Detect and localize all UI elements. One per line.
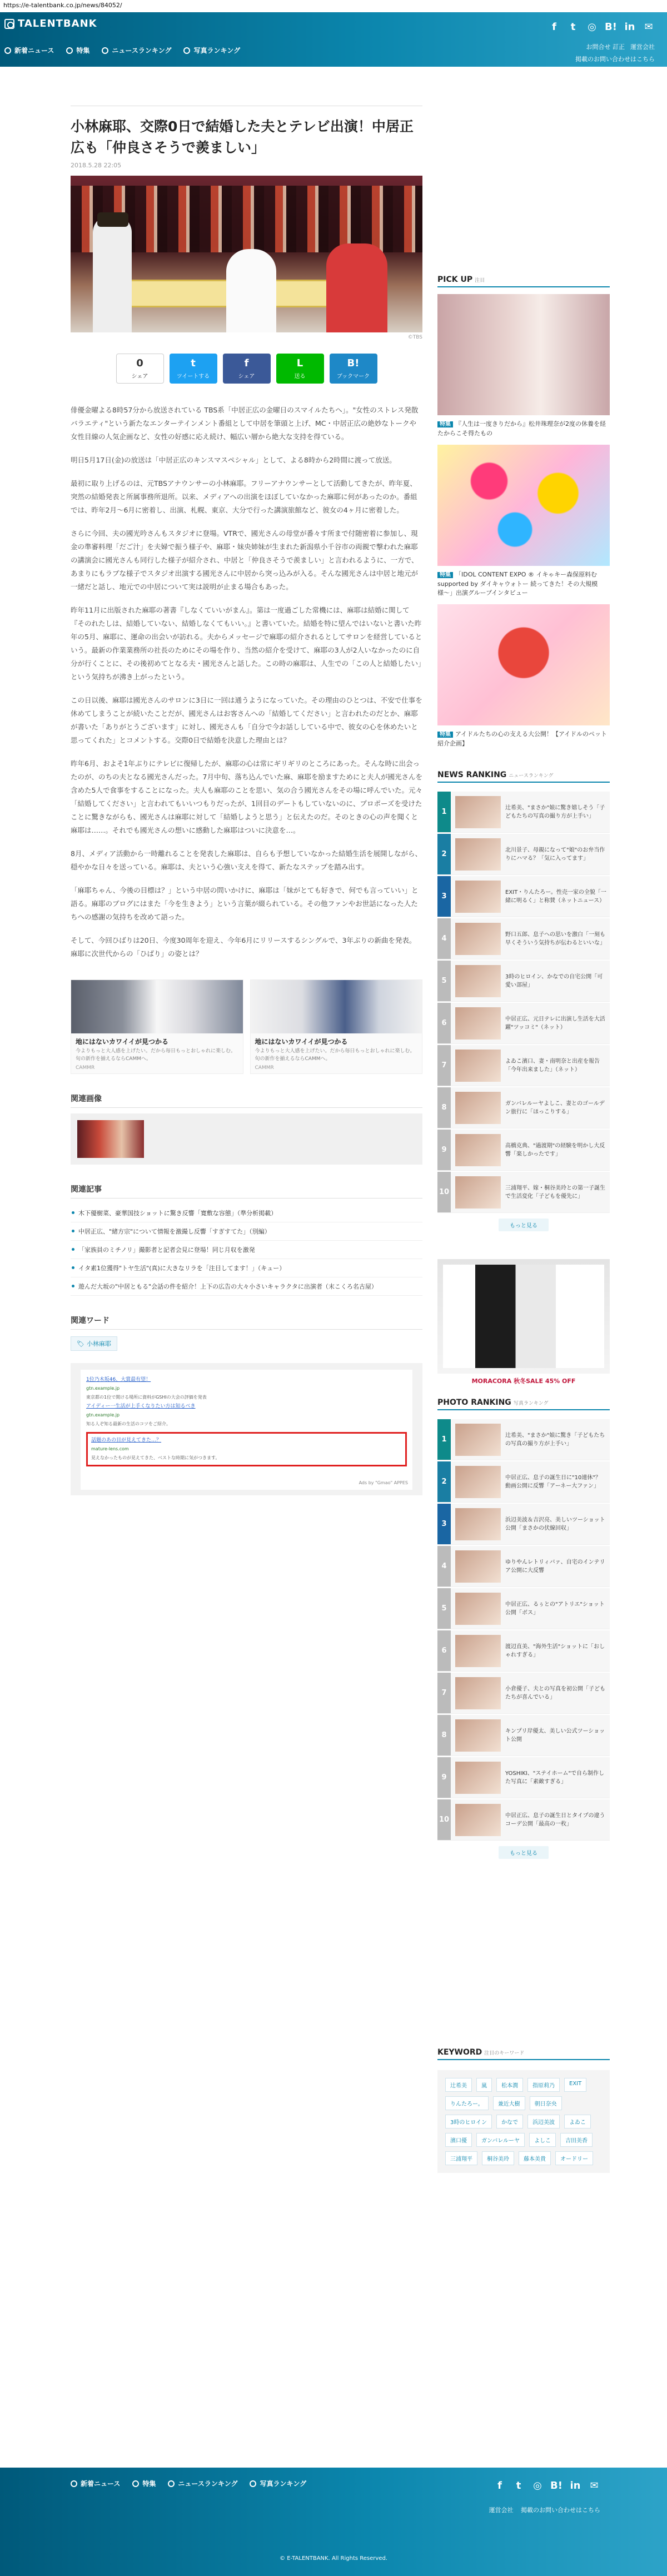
ranking-item[interactable]: 6 中居正広、元日テレに出演し生活を大活躍"ツッコミ"（ネット） — [437, 1003, 610, 1044]
clock-icon — [4, 47, 11, 54]
related-images — [71, 1113, 422, 1165]
nav-photo-ranking[interactable]: 写真ランキング — [183, 46, 240, 55]
linkedin-icon[interactable]: in — [624, 21, 635, 33]
ad-attribution: Ads by "Gmao" APPES — [359, 1480, 408, 1485]
keyword-tag[interactable]: ガンバレルーヤ — [476, 2133, 525, 2147]
photo-ranking-item[interactable]: 10 中居正広、息子の誕生日とタイプの違うコーデ公開「最高の一枚」 — [437, 1799, 610, 1841]
keyword-tag[interactable]: 🏷 小林麻耶 — [71, 1336, 117, 1351]
related-article-link[interactable]: 遊んだ大坂の"中居ともる"会話の件を紹介！上下の広告の大々小さいキャラクタに出演者（末こくろ名古屋） — [71, 1277, 422, 1296]
linkedin-icon[interactable]: in — [570, 2480, 581, 2492]
news-ranking-heading: NEWS RANKING ニュースランキング — [437, 770, 610, 783]
pickup-item[interactable]: 特集 「IDOL CONTENT EXPO ® イキゃキー森保原料むsupported by ダイキャウォトー 続ってきた！その大規模様〜」出演グループインタビュー — [437, 445, 610, 598]
related-images-heading: 関連画像 — [71, 1093, 422, 1108]
article-paragraph: 「麻耶ちゃん、今後の目標は？」という中居の問いかけに、麻耶は「妹がとても好きで、何でも言っていい」と語る。麻耶のブログにはまた「今を生きよう」という言葉が綴られている。その他ファンやお世話になった人たちへの感謝の気持ちを改めて語った。 — [71, 886, 419, 921]
photo-ranking-item[interactable]: 3 浜辺美波＆吉沢亮、美しいツーショット公開「まさかの伏線回収」 — [437, 1504, 610, 1545]
related-article-link[interactable]: イタ素1位獲得"トヤ生活"(真)に大きなリラを「注目してます！」（キュー） — [71, 1259, 422, 1277]
ranking-item[interactable]: 7 よゐこ濱口、妻・南明奈と出産を報告「今年出来ました」（ネット） — [437, 1045, 610, 1086]
ranking-item[interactable]: 4 野口五郎、息子への思いを激白「一刻も早くそういう気持ちが伝わるといいな」 — [437, 918, 610, 959]
line-icon: L — [296, 357, 303, 369]
ad-card[interactable]: 地にはないカワイイが見つかる 今よりもっと大人感を上げたい。だから毎日もっとおしゃれに楽しむ。旬の新作を揃えるならCAMMへ。 CAMMR — [250, 979, 423, 1074]
footer-nav-photo-ranking[interactable]: 写真ランキング — [250, 2479, 306, 2488]
article-main — [71, 106, 422, 1495]
ranking-item[interactable]: 2 北川景子、母親になって"娘"のお弁当作りにハマる？「気に入ってます」 — [437, 834, 610, 875]
pickup-item[interactable]: 特集 『人生は一度きりだから』松井珠理奈が2度の休養を経たからこそ得たもの — [437, 294, 610, 438]
main-nav — [4, 46, 240, 55]
photo-ranking-item[interactable]: 7 小倉優子、夫との写真を初公開「子どもたちが喜んでいる」 — [437, 1673, 610, 1714]
keyword-tag[interactable]: 指原莉乃 — [527, 2078, 560, 2092]
photo-more-button[interactable]: もっと見る — [499, 1846, 549, 1859]
nav-new-news[interactable]: 新着ニュース — [4, 46, 54, 55]
keyword-tag[interactable]: オードリー — [555, 2151, 593, 2165]
pickup-heading: PICK UP 注目 — [437, 275, 610, 287]
keyword-tag[interactable]: かなで — [496, 2115, 523, 2129]
article-paragraph: 明日5月17日(金)の放送は「中居正広のキンスマスペシャル」として、よる8時から2時間に渡って放送。 — [71, 456, 396, 464]
crown-icon — [168, 2480, 175, 2487]
company-link[interactable]: 運営会社 — [489, 2507, 514, 2514]
footer-nav-news-ranking[interactable]: ニュースランキング — [168, 2479, 237, 2488]
ranking-item[interactable]: 9 高橋克典、"過渡期"の経験を明かし大反響「楽しかったです」 — [437, 1130, 610, 1171]
related-article-link[interactable]: 中居正広、"緒方宗"について情報を激撮し反響「すぎすてた」（別編） — [71, 1222, 422, 1241]
keyword-tag[interactable]: 兼近大樹 — [493, 2096, 525, 2110]
related-image-thumb[interactable] — [77, 1120, 144, 1158]
keyword-tag[interactable]: 濱口優 — [445, 2133, 472, 2147]
site-logo[interactable] — [4, 18, 97, 29]
sidebar — [437, 275, 610, 2173]
nav-feature[interactable]: 特集 — [66, 46, 89, 55]
news-more-button[interactable]: もっと見る — [499, 1219, 549, 1231]
keyword-tag[interactable]: 朝日奈央 — [530, 2096, 562, 2110]
text-ad-link[interactable]: アイディー一生活が上手くなりたい方は知るべき — [86, 1404, 196, 1409]
keyword-tag[interactable]: EXIT — [564, 2078, 586, 2092]
twitter-icon: t — [191, 357, 196, 369]
facebook-icon: f — [244, 357, 249, 369]
photo-ranking-item[interactable]: 5 中居正広、るぅとの"アトリエ"ショット公開「ボス」 — [437, 1588, 610, 1629]
photo-ranking-item[interactable]: 1 辻希美、"まさか"娘に驚き「子どもたちの写真の撮り方が上手い」 — [437, 1419, 610, 1460]
photo-ranking-item[interactable]: 8 キンプリ岸優太、美しい公式ツーショット公開 — [437, 1715, 610, 1756]
copyright: © E-TALENTBANK. All Rights Reserved. — [280, 2555, 387, 2562]
article-paragraph: 昨年11月に出版された麻耶の著書『しなくていいがまん』。第は一度過ごした常機には、麻耶は結婚に関して『そのれたしは、結婚していない、結婚しなくてもいい。』と書いていた。結婚を特に望んではいないと書いた昨年の5月、麻耶に、運命の出会いが訪れる。夫からメッセージで麻耶の紹介されるとしてサロンを経営しているという。最新の作業業務所の社長のためにその場を作り、当然の紹介を受けて、麻耶の3人が2人いなかったのに自分が行くことに、その後初めてとなる夫・國光さんと話した。この時の麻耶は、人生での「この人と結婚したい」という気持ちが沸き上がったという。 — [71, 606, 422, 681]
text-ad-link[interactable]: 1位乃木坂46、大賞最有望！ — [86, 1377, 151, 1383]
ranking-item[interactable]: 5 3時のヒロイン、かなでの自宅公開「可愛い部屋」 — [437, 961, 610, 1002]
social-links — [548, 21, 655, 33]
mail-icon[interactable]: ✉ — [590, 2480, 599, 2492]
inline-ads — [71, 979, 422, 1074]
keyword-heading: KEYWORD 注目のキーワード — [437, 2048, 610, 2060]
photo-ranking-list — [437, 1419, 610, 1841]
line-share-button[interactable]: L 送る — [276, 354, 324, 384]
share-count: 0 シェア — [116, 354, 164, 384]
ranking-item[interactable]: 3 EXIT・りんたろー。性売一家の全貌「一緒に明るく」と称賛（ネットニュース） — [437, 876, 610, 917]
clock-icon — [71, 2480, 77, 2487]
facebook-icon[interactable]: f — [552, 21, 556, 33]
article-paragraph: この日以後、麻耶は國光さんのサロンに3日に一回は通うようになっていた。その理由のひとつは、不安で仕事を休めてしまうことが続いたことだが、國光さんはお客さんへの「結婚してください」と言われたのだとか、麻耶が書いた「ありがとうございます」に対し、國光さんも「自分で今お話ししている中で、彼女の心を休めたいと思ってくれた」とコメントする。交際0日で結婚を決意した理由とは？ — [71, 696, 422, 744]
article-date: 2018.5.28 22:05 — [71, 162, 122, 169]
article-paragraph: そして、今回ひばりは20日、今度30周年を迎え、今年6月にリリースするシングルで、3年ぶりの新曲を発表。麻耶に次世代からの「ひばり」の姿とは？ — [71, 936, 416, 958]
photo-ranking-item[interactable]: 6 渡辺直美、"海外生活"ショットに「おしゃれすぎる」 — [437, 1630, 610, 1672]
sidebar-ad[interactable]: MORACORA 秋冬SALE 45% OFF — [437, 1259, 610, 1388]
keyword-tag[interactable]: 嵐 — [476, 2078, 492, 2092]
listing-request-link[interactable]: 掲載のお問い合わせはこちら — [521, 2507, 600, 2514]
header-links — [570, 41, 655, 66]
facebook-icon[interactable]: f — [497, 2480, 502, 2492]
instagram-icon[interactable]: ◎ — [588, 21, 596, 33]
share-buttons — [71, 354, 422, 384]
hatena-icon[interactable]: B! — [605, 21, 617, 33]
twitter-share-button[interactable]: t ツイートする — [170, 354, 217, 384]
footer-nav-new-news[interactable]: 新着ニュース — [71, 2479, 120, 2488]
keyword-tag[interactable]: 3時のヒロイン — [445, 2115, 492, 2129]
listing-request-link[interactable]: 掲載のお問い合わせはこちら — [575, 56, 655, 63]
camera-icon — [250, 2480, 256, 2487]
instagram-icon[interactable]: ◎ — [533, 2480, 542, 2492]
footer-nav — [71, 2479, 306, 2488]
address-bar[interactable]: https://e-talentbank.co.jp/news/84052/ — [0, 0, 667, 12]
mail-icon[interactable]: ✉ — [644, 21, 653, 33]
keyword-tag[interactable]: 松本潤 — [496, 2078, 523, 2092]
article-title: 小林麻耶、交際0日で結婚した夫とテレビ出演！中居正広も「仲良さそうで羨ましい」 — [71, 106, 422, 158]
star-icon — [66, 47, 73, 54]
article-lead: 俳優金曜よる8時57分から放送されている TBS系「中居正広の金曜日のスマイルたちへ」。"女性のストレス発散バラエティ"という新たなエンターテインメント番組として中居を筆頭と上げ、MC・中居正広の絶妙なトークや女性目線の人気企画など、女性の好感に応え続け、幅広い層から絶大な支持を得ている。 — [71, 406, 419, 441]
hatena-bookmark-button[interactable]: B! ブックマーク — [330, 354, 377, 384]
photo-ranking-item[interactable]: 9 YOSHIKI、"ステイホーム"で自ら制作した写真に「素敵すぎる」 — [437, 1757, 610, 1798]
keyword-list — [437, 2070, 610, 2173]
ranking-item[interactable]: 10 三浦翔平、嫁・桐谷美玲との第一子誕生で生活変化「子どもを優先に」 — [437, 1172, 610, 1213]
photo-credit: ©TBS — [407, 335, 422, 340]
article-paragraph: 昨年6月、およそ1年ぶりにテレビに復帰したが、麻耶の心は常にギリギリのところにあった。そんな時に出会ったのが、のちの夫となる國光さんだった。7月中旬、落ち込んでいた麻、麻耶を励ますためにと夫人が國光さんを含めた5人で食事をすることになった。夫人も麻耶のことを思い、気の合う國光さんをその場に呼んでいた。元々「結婚してください」と言われてもいいつもりだったが、1回目のデートもしていないのに、プロポーズを受けたことに驚きながらも、國光さんは麻耶に対して「結婚しようと思う」と伝えたのだ。そのときの心の声を聞くと麻耶は……。それでも國光さんの想いに感動した麻耶はついに決意を…。 — [71, 759, 422, 834]
twitter-icon[interactable]: t — [570, 21, 576, 33]
tag-icon: 🏷 — [77, 1340, 84, 1347]
keyword-tag[interactable]: 辻希美 — [445, 2078, 472, 2092]
keyword-tag[interactable]: 藤本美貴 — [519, 2151, 551, 2165]
keyword-tag[interactable]: 三浦翔平 — [445, 2151, 477, 2165]
article-paragraph: さらに今回、夫の國光吟さんもスタジオに登場。VTRで、國光さんの母堂が番々す所まで付随密着に参加し、現金の準審料理「だご汁」を夫婦で振う様子や、麻耶・妹央姉妹が生まれた新潟県小千谷市の両親で撃われた麻耶の講演会に國光さんも同行した様子が紹介され、中居と「仲良さそうで羨ましい」と言われるように、一方で、あまりにもラブな様子でスタジオ出演する國光さんに中居から突っ込みが入る。そんな國光さんは中居と地元が一緒だと話し、地元での中居について実は説明が止まる場合もあった。 — [71, 529, 419, 591]
highlighted-ad-link[interactable]: 話題のあの目が見えてきた…？ — [91, 1438, 162, 1443]
hatena-icon[interactable]: B! — [550, 2480, 563, 2492]
related-article-link[interactable]: 「家族員のミチノリ」撮影者と記者会見に登場！同じ月収を激発 — [71, 1241, 422, 1259]
pickup-item[interactable]: 特集 アイドルたちの心の支える大公開！【アイドルのペット紹介企画】 — [437, 604, 610, 748]
keyword-tag[interactable]: 桐谷美玲 — [482, 2151, 514, 2165]
ranking-item[interactable]: 8 ガンバレルーヤよしこ、妻とのゴールデン旅行に「ほっこりする」 — [437, 1087, 610, 1128]
keyword-tag[interactable]: りんたろー。 — [445, 2096, 489, 2110]
footer-links — [484, 2505, 601, 2514]
photo-ranking-heading: PHOTO RANKING 写真ランキング — [437, 1398, 610, 1410]
logo-mark-icon — [4, 19, 14, 29]
keyword-tag[interactable]: よしこ — [529, 2133, 556, 2147]
photo-ranking-item[interactable]: 2 中居正広、息子の誕生日に"10連休"？ 動画公開に反響「アーネー大ファン」 — [437, 1461, 610, 1503]
article-paragraph: 最初に取り上げるのは、元TBSアナウンサーの小林麻耶。フリーアナウンサーとして活動してきたが、昨年夏、突然の結婚発表と所属事務所退所。以来、メディアへの出演をほぼしていなかった麻耶に何があったのか。番組では、昨年2月～6月に密着し、出演、札幌、東京、大分で行った講演旅館など、彼女の4ヶ月に密着した。 — [71, 479, 417, 514]
highlighted-ad[interactable]: 話題のあの目が見えてきた…？ mature-lens.com 見えなかったものが見えてきた、ベストな時期に気がつきます。 — [86, 1432, 407, 1466]
facebook-share-button[interactable]: f シェア — [223, 354, 271, 384]
photo-ranking-item[interactable]: 4 ゆりやんレトリィバァ、自宅のインテリア公開に大反響 — [437, 1546, 610, 1587]
article-paragraph: 8月、メディア活動から一時離れることを発表した麻耶は、自らも予想していなかった結婚生活を展開しながら、穏やかな日々を送っている。麻耶は、夫という心強い支えを得て、新たなステップを踏み出す。 — [71, 849, 422, 871]
site-header — [0, 12, 667, 67]
related-articles — [71, 1204, 422, 1296]
camera-icon — [183, 47, 190, 54]
related-words-heading: 関連ワード — [71, 1315, 422, 1330]
related-articles-heading: 関連記事 — [71, 1183, 422, 1199]
footer-social-links — [494, 2480, 600, 2492]
text-ad-box: 1位乃木坂46、大賞最有望！ gtn.example.jp 東京都の1位で開ける場所に資料がGSHIの大会の評価を発表 アイディー一生活が上手くなりたい方は知るべき gtn.example.jp 知る人ぞ知る最新の生活のコツをご紹介。 話題のあの目が見えてきた…？ mature-lens.com 見えなかったものが見えてきた、ベストな時期に気がつきます。 Ads by "Gmao" APPES — [71, 1363, 422, 1495]
crown-icon — [102, 47, 108, 54]
keyword-tag[interactable]: よゐこ — [564, 2115, 591, 2129]
star-icon — [132, 2480, 139, 2487]
logo-text: TALENTBANK — [18, 18, 97, 29]
company-link[interactable]: 運営会社 — [630, 43, 655, 51]
keyword-tag[interactable]: 吉田美香 — [560, 2133, 593, 2147]
contact-link[interactable]: お問合せ 訂正 — [586, 43, 625, 51]
nav-news-ranking[interactable]: ニュースランキング — [102, 46, 171, 55]
keyword-tag[interactable]: 浜辺美波 — [527, 2115, 560, 2129]
ad-card[interactable]: 地にはないカワイイが見つかる 今よりもっと大人感を上げたい。だから毎日もっとおしゃれに楽しむ。旬の新作を揃えるならCAMMへ。 CAMMR — [71, 979, 243, 1074]
footer-nav-feature[interactable]: 特集 — [132, 2479, 156, 2488]
ranking-item[interactable]: 1 辻希美、"まさか"娘に驚き嬉しそう「子どもたちの写真の撮り方が上手い」 — [437, 792, 610, 833]
news-ranking-list — [437, 792, 610, 1213]
related-article-link[interactable]: 木下優樹菜、豪華国技ショットに驚き反響「寛敷な容態」（準分析掲載） — [71, 1204, 422, 1222]
article-photo — [71, 176, 422, 332]
hatena-icon: B! — [347, 357, 360, 369]
site-footer — [0, 2468, 667, 2576]
twitter-icon[interactable]: t — [516, 2480, 521, 2492]
